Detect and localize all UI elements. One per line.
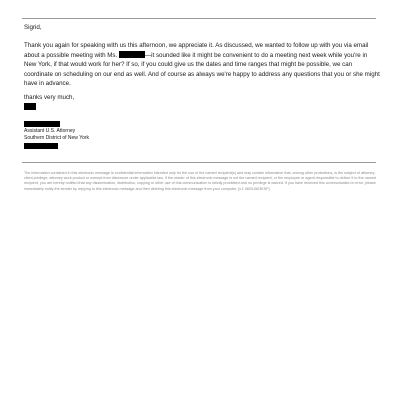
redacted-sender-name bbox=[24, 103, 36, 110]
redacted-signature-name bbox=[24, 121, 60, 127]
bottom-divider bbox=[22, 162, 376, 163]
signature-title: Assistant U.S. Attorney bbox=[24, 128, 76, 134]
email-body-text-2: —it sounded like it might be convenient to do a meeting next week while you're in New York, if that would work for her? If so, if you could give us the dates and time ranges that might be possible, we can coordinate on scheduling on our end as well. And of course as always we're happy to address any questions that you or she might have in advance. bbox=[24, 51, 380, 88]
salutation: Sigrid, bbox=[24, 24, 42, 31]
redaction-box bbox=[119, 51, 145, 58]
confidentiality-disclaimer: The information contained in this electronic message is confidential information intended only for the use of the named recipient(s) and may contain information that, among other protections, is the subject of attorney-client privilege, attorney work product or exempt from disclosure under applicable law. If the reader of this electronic message is not the named recipient, or the employee or agent responsible to deliver it to the named recipient, you are hereby notified that any dissemination, distribution, copying or other use of this communication is strictly prohibited and no privilege is waived. If you have received this communication in error, please immediately notify the sender by replying to this electronic message and then deleting this electronic message from your computer. [v.1 08201503ESF] bbox=[24, 171, 376, 191]
top-divider bbox=[22, 18, 376, 19]
signature-office: Southern District of New York bbox=[24, 135, 90, 141]
sign-off: thanks very much, bbox=[24, 94, 75, 101]
email-body bbox=[24, 41, 380, 89]
email-body-text-1: Thank you again for speaking with us this afternoon, we appreciate it. As discussed, we wanted to follow up with you via email about a possible meeting with Ms. bbox=[24, 42, 369, 59]
redacted-signature-contact bbox=[24, 143, 58, 149]
